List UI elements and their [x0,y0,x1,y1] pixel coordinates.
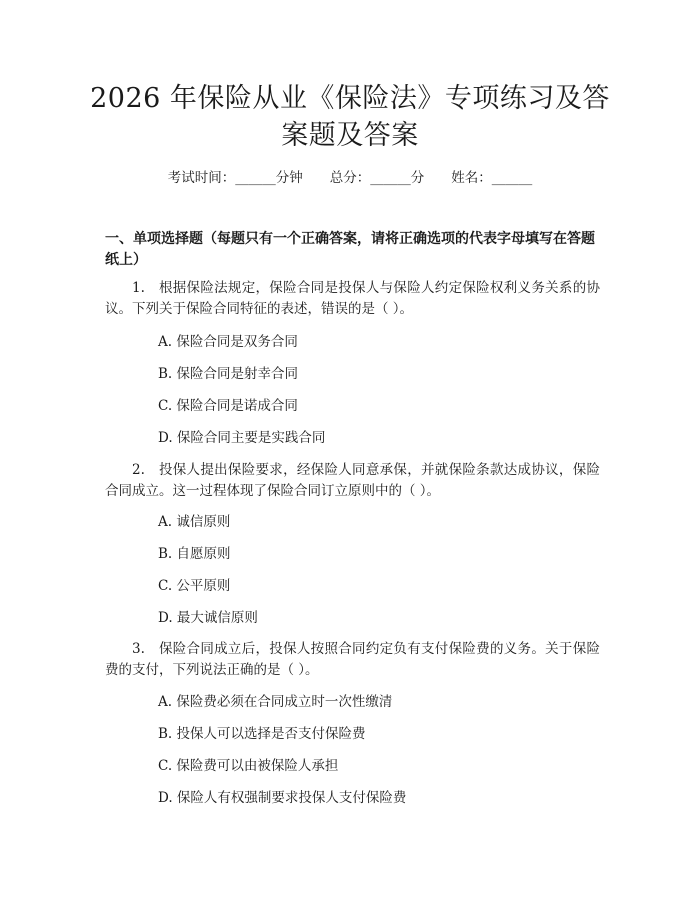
question-3-option-c: C. 保险费可以由被保险人承担 [158,758,339,774]
question-3-option-b: B. 投保人可以选择是否支付保险费 [158,726,366,742]
question-2-option-b: B. 自愿原则 [158,546,231,562]
question-2-option-d: D. 最大诚信原则 [158,610,258,626]
question-1-text: 1. 根据保险法规定，保险合同是投保人与保险人约定保险权利义务关系的协议。下列关于保险合同特征的表述，错误的是（ ）。 [105,280,600,317]
section-heading: 一、单项选择题（每题只有一个正确答案，请将正确选项的代表字母填写在答题纸上） [105,231,595,268]
question-3-text: 3. 保险合同成立后，投保人按照合同约定负有支付保险费的义务。关于保险费的支付，下列说法正确的是（ ）。 [105,641,600,678]
question-1-option-b: B. 保险合同是射幸合同 [158,366,299,382]
exam-info-line: 考试时间：______分钟 总分：______分 姓名：______ [167,170,533,186]
question-2-text: 2. 投保人提出保险要求，经保险人同意承保，并就保险条款达成协议，保险合同成立。这一过程体现了保险合同订立原则中的（ ）。 [105,462,600,499]
question-1-option-d: D. 保险合同主要是实践合同 [158,430,326,446]
question-2-option-a: A. 诚信原则 [158,514,231,530]
document-title: 2026 年保险从业《保险法》专项练习及答案题及答案 [90,83,610,151]
question-1-option-c: C. 保险合同是诺成合同 [158,398,298,414]
question-2-option-c: C. 公平原则 [158,578,231,594]
question-1-option-a: A. 保险合同是双务合同 [158,334,298,350]
question-3-option-d: D. 保险人有权强制要求投保人支付保险费 [158,790,407,806]
question-3-option-a: A. 保险费必须在合同成立时一次性缴清 [158,694,393,710]
